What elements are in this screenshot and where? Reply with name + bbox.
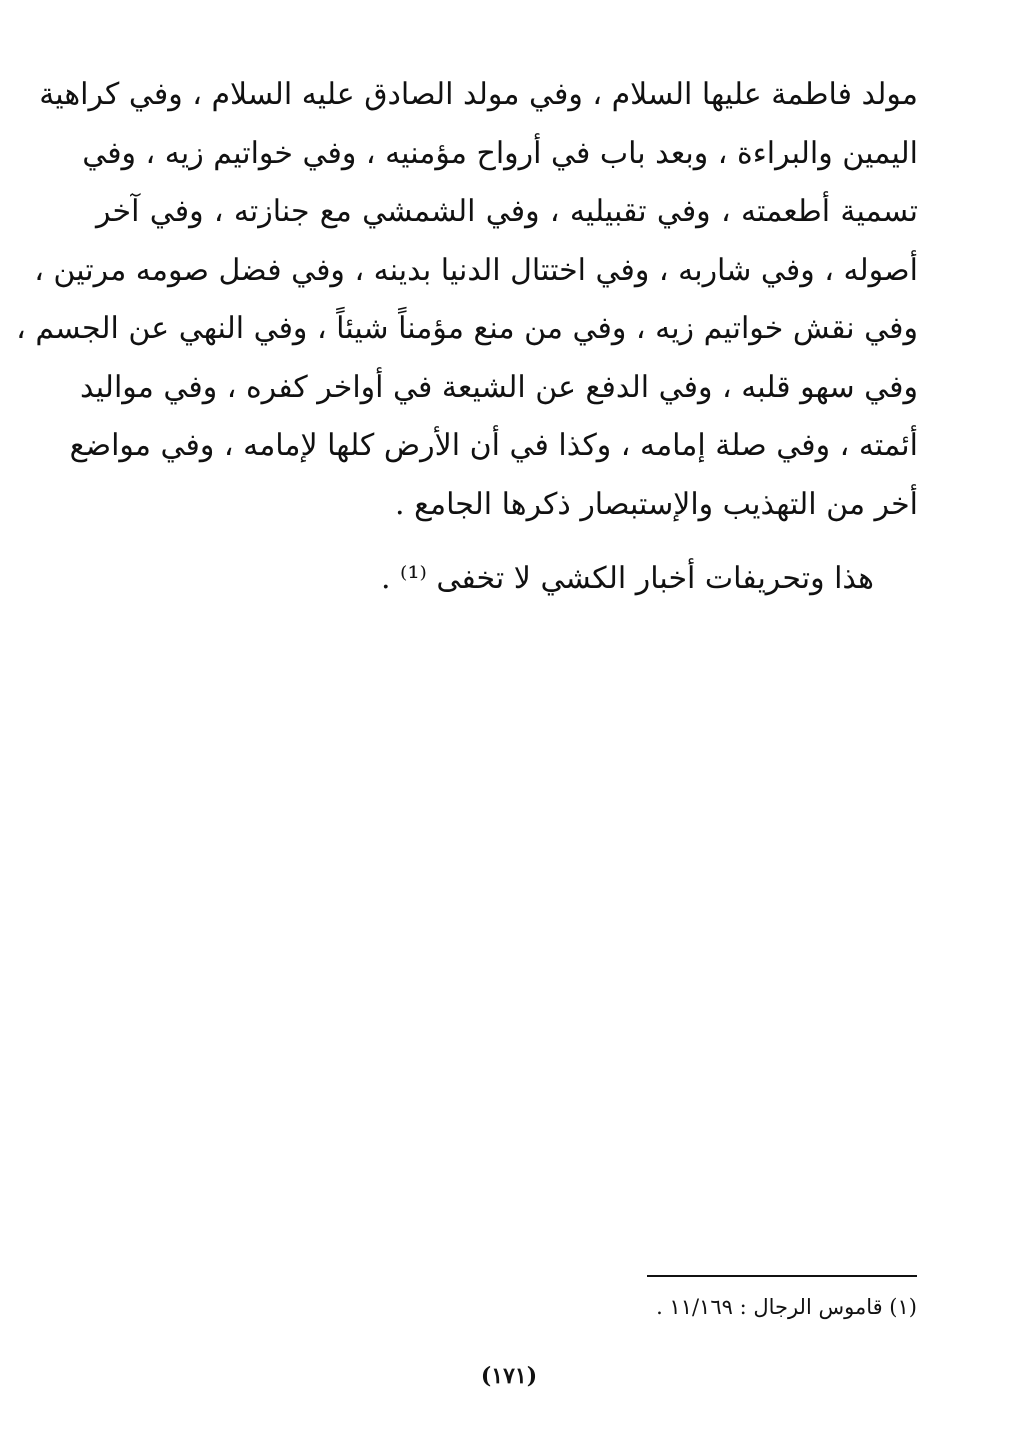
footnote: (١) قاموس الرجال : ١١/١٦٩ .	[656, 1295, 917, 1319]
text-line: أصوله ، وفي شاربه ، وفي اختتال الدنيا بدينه ، وفي فضل صومه مرتين ،	[34, 252, 918, 288]
text-line: مولد فاطمة عليها السلام ، وفي مولد الصادق عليه السلام ، وفي كراهية	[39, 77, 918, 112]
body-paragraph	[16, 66, 918, 534]
text-line: تسمية أطعمته ، وفي تقبيليه ، وفي الشمشي مع جنازته ، وفي آخر	[96, 194, 918, 229]
text-line: أخر من التهذيب والإستبصار ذكرها الجامع .	[395, 486, 918, 522]
closing-paragraph: هذا وتحريفات أخبار الكشي لا تخفى ⁽¹⁾ .	[380, 561, 874, 596]
text-line: اليمين والبراءة ، وبعد باب في أرواح مؤمنيه ، وفي خواتيم زيه ، وفي	[82, 135, 918, 171]
text-line: وفي سهو قلبه ، وفي الدفع عن الشيعة في أواخر كفره ، وفي مواليد	[80, 369, 918, 405]
footnote-divider	[647, 1275, 917, 1277]
page-number: (١٧١)	[480, 1363, 538, 1389]
text-line: أئمته ، وفي صلة إمامه ، وكذا في أن الأرض كلها لإمامه ، وفي مواضع	[69, 428, 918, 463]
text-line: وفي نقش خواتيم زيه ، وفي من منع مؤمناً شيئاً ، وفي النهي عن الجسم ،	[16, 311, 918, 346]
